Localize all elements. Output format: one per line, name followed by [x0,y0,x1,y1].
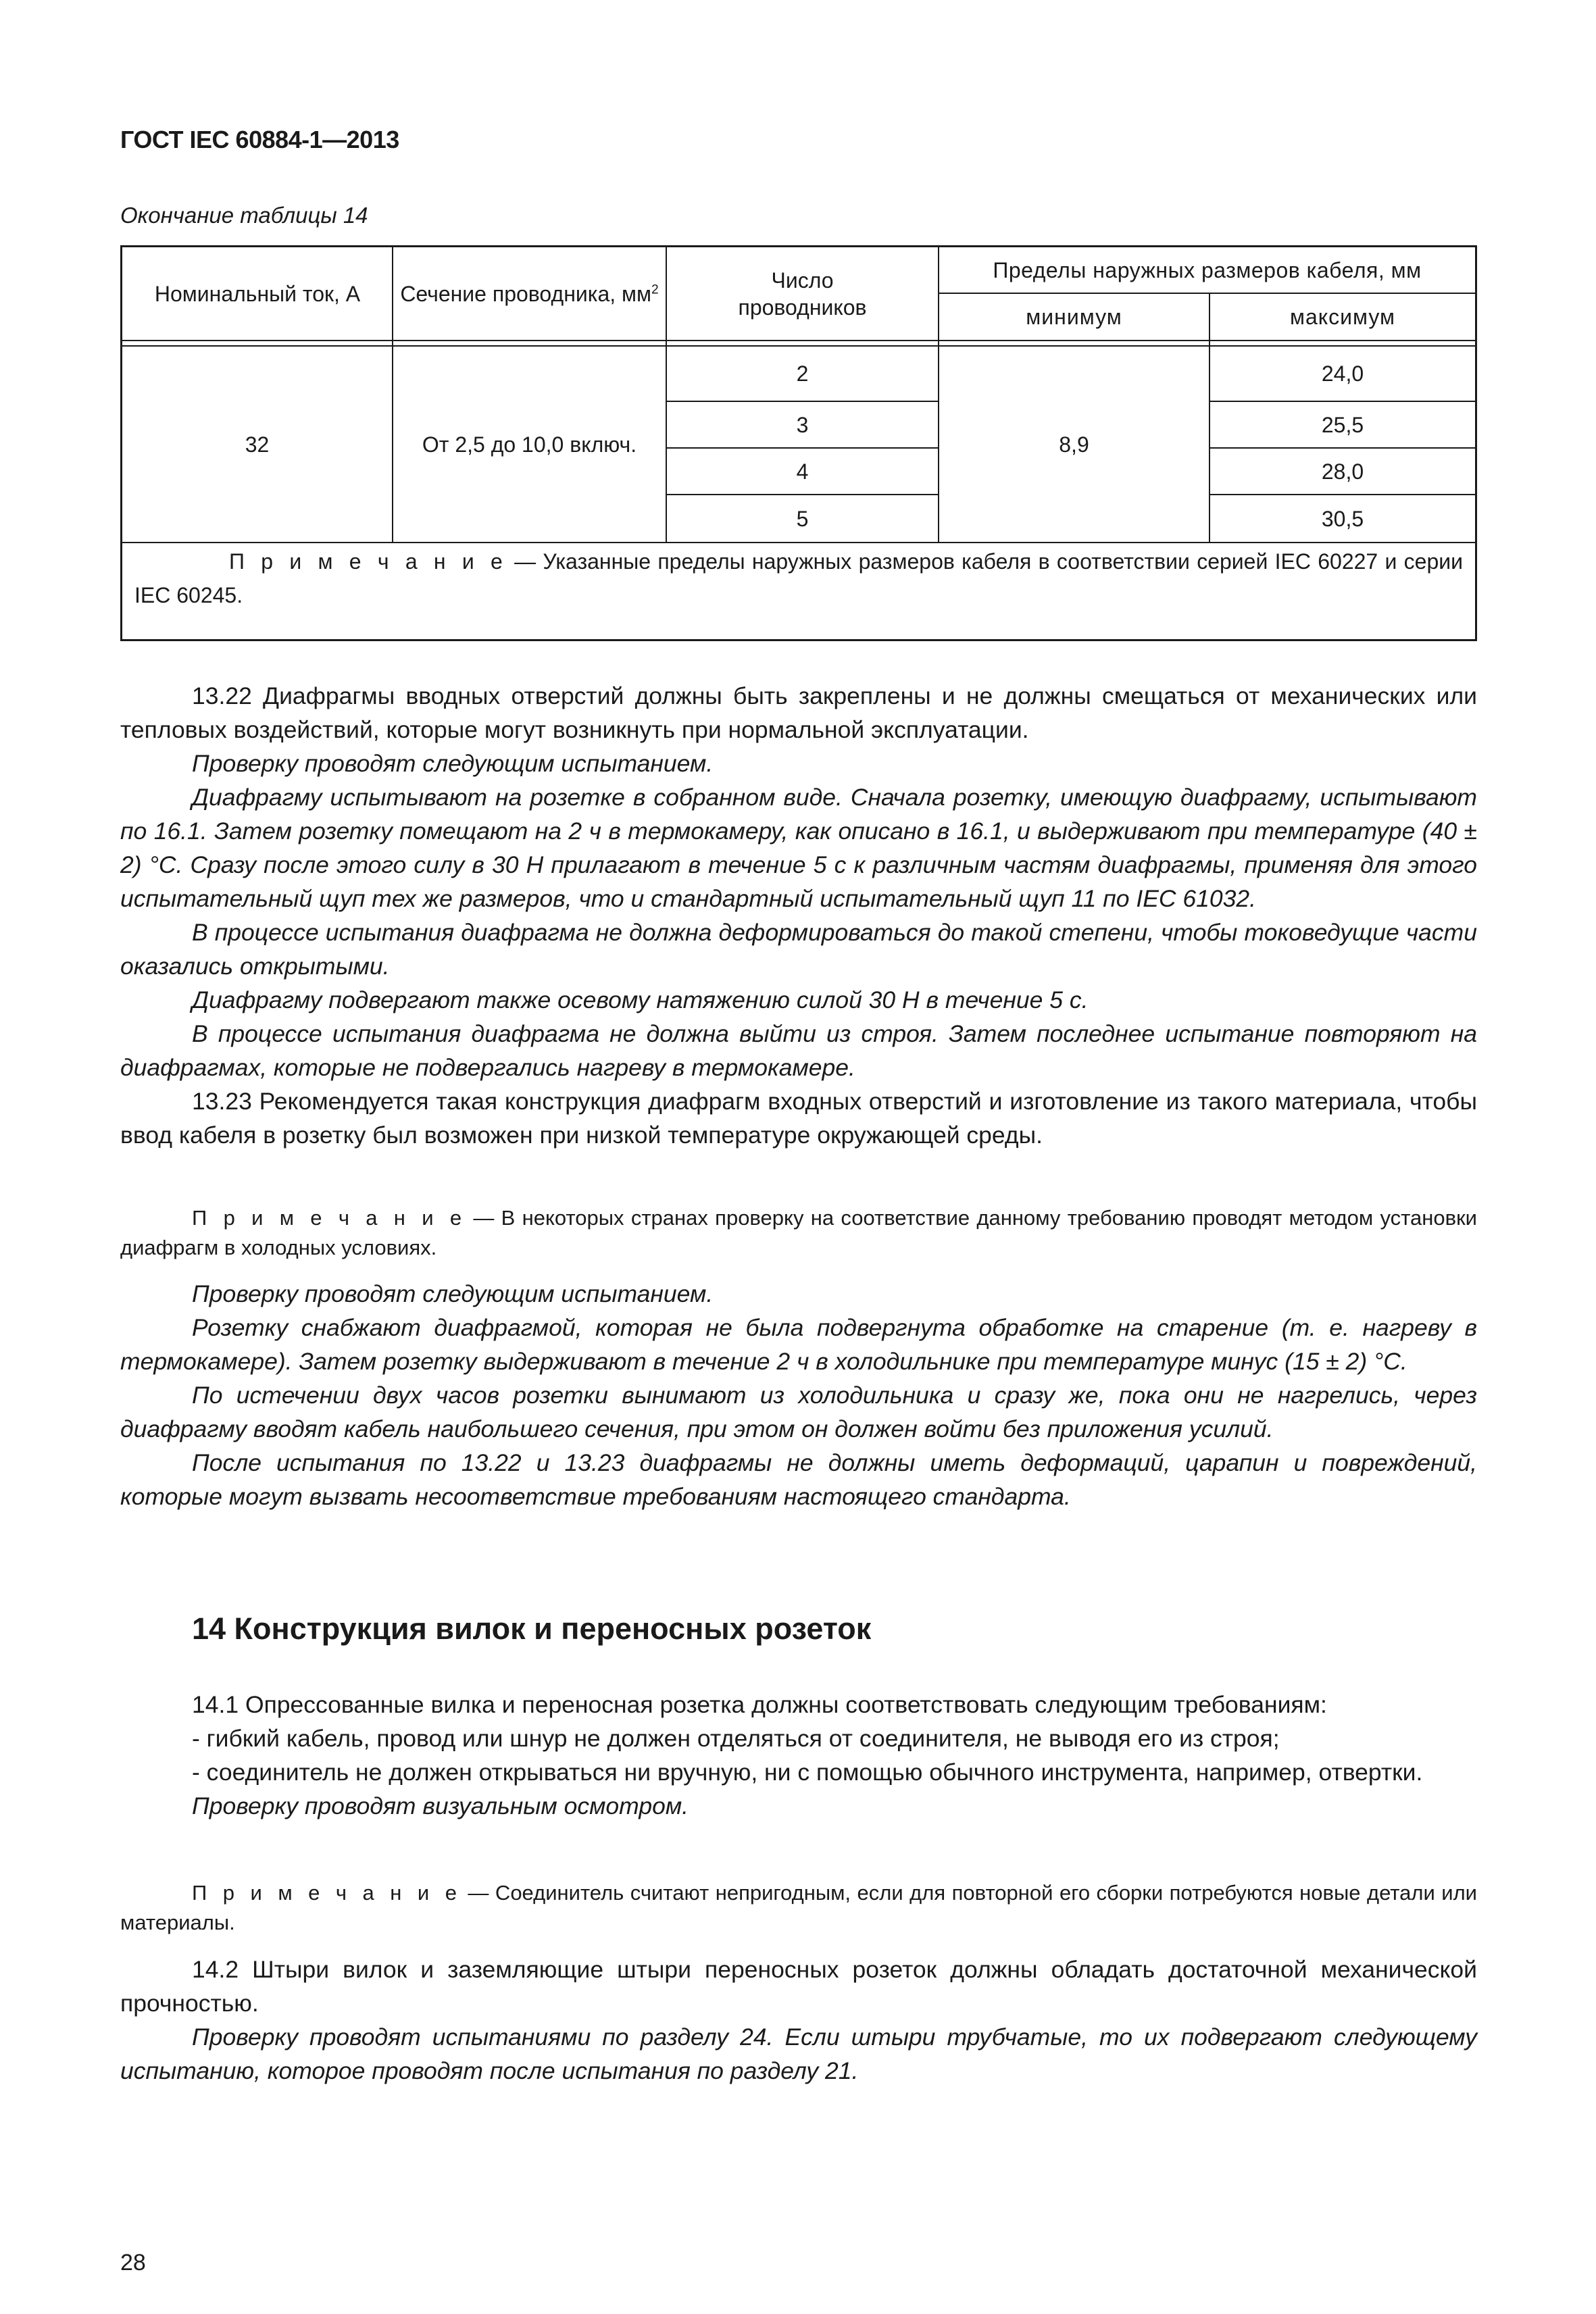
note-2-label: П р и м е ч а н и е [192,1881,462,1905]
header-section-label: Сечение проводника, мм [400,281,652,306]
header-max: максимум [1289,305,1396,329]
cell-count: 3 [796,412,809,437]
cell-count: 5 [796,506,809,531]
paragraph: В процессе испытания диафрагма не должна выйти из строя. Затем последнее испытание повторяют на диафрагмах, которые не подвергались нагреву в термокамере. [120,1020,1477,1081]
paragraph: Проверку проводят следующим испытанием. [192,1280,714,1307]
paragraph: По истечении двух часов розетки вынимают из холодильника и сразу же, пока они не нагрелись, через диафрагму вводят кабель наибольшего сечения, при этом он должен войти без приложения усилий. [120,1382,1477,1442]
note-1-label: П р и м е ч а н и е [192,1206,467,1230]
table-note-text: — Указанные пределы наружных размеров кабеля в соответствии серией IEC 60227 и серии IEC 60245. [134,549,1464,607]
paragraph: - соединитель не должен открываться ни вручную, ни с помощью обычного инструмента, например, отвертки. [192,1759,1423,1786]
cell-max: 28,0 [1321,459,1364,484]
note-1 [120,1203,1477,1263]
table-note [134,545,1463,612]
cell-count: 4 [796,459,809,484]
cable-size-table [120,245,1477,641]
paragraph: 13.22 Диафрагмы вводных отверстий должны быть закреплены и не должны смещаться от механических или тепловых воздействий, которые могут возникнуть при нормальной эксплуатации. [120,682,1477,743]
paragraph: В процессе испытания диафрагма не должна деформироваться до такой степени, чтобы токоведущие части оказались открытыми. [120,919,1477,980]
header-section-sup: 2 [651,282,659,297]
paragraph: После испытания по 13.22 и 13.23 диафрагмы не должны иметь деформаций, царапин и повреждений, которые могут вызвать несоответствие требованиям настоящего стандарта. [120,1449,1477,1510]
table-caption: Окончание таблицы 14 [120,203,368,228]
document-header: ГОСТ IEC 60884-1—2013 [120,126,399,153]
cell-count: 2 [796,361,809,386]
note-2 [120,1878,1477,1938]
body-block-4 [120,1953,1477,2088]
paragraph: Диафрагму подвергают также осевому натяжению силой 30 Н в течение 5 с. [192,986,1089,1013]
header-section [393,247,666,340]
section-title: 14 Конструкция вилок и переносных розеток [192,1611,872,1646]
cell-section: От 2,5 до 10,0 включ. [422,432,637,457]
table-note-label: П р и м е ч а н и е [229,549,507,574]
header-current: Номинальный ток, А [154,281,361,306]
body-block-2 [120,1277,1477,1513]
note-1-text: — В некоторых странах проверку на соответствие данному требованию проводят методом установки диафрагм в холодных условиях. [120,1206,1477,1259]
body-block-1 [120,679,1477,1152]
header-limits: Пределы наружных размеров кабеля, мм [993,257,1422,282]
paragraph: Проверку проводят испытаниями по разделу 24. Если штыри трубчатые, то их подвергают следующему испытанию, которое проводят после испытания по разделу 21. [120,2023,1477,2084]
header-count: Число проводников [738,268,867,320]
paragraph: 14.1 Опрессованные вилка и переносная розетка должны соответствовать следующим требованиям: [192,1691,1327,1718]
paragraph: Проверку проводят следующим испытанием. [192,750,714,777]
note-2-text: — Соединитель считают непригодным, если для повторной его сборки потребуются новые детали или материалы. [120,1881,1477,1934]
page-number: 28 [120,2250,146,2275]
paragraph: 13.23 Рекомендуется такая конструкция диафрагм входных отверстий и изготовление из такого материала, чтобы ввод кабеля в розетку был возможен при низкой температуре окружающей среды. [120,1088,1477,1149]
paragraph: Проверку проводят визуальным осмотром. [192,1792,689,1819]
paragraph: Розетку снабжают диафрагмой, которая не была подвергнута обработке на старение (т. е. нагреву в термокамере). Затем розетку выдерживают в течение 2 ч в холодильнике при температуре минус (15 ± 2) °С. [120,1314,1477,1375]
cell-current: 32 [245,432,270,457]
cell-min: 8,9 [1059,432,1089,457]
header-min: минимум [1026,305,1122,329]
paragraph: 14.2 Штыри вилок и заземляющие штыри переносных розеток должны обладать достаточной механической прочностью. [120,1956,1477,2017]
cell-max: 24,0 [1321,361,1364,386]
paragraph: - гибкий кабель, провод или шнур не должен отделяться от соединителя, не выводя его из строя; [192,1725,1280,1752]
cell-max: 25,5 [1321,412,1364,437]
cell-max: 30,5 [1321,506,1364,531]
paragraph: Диафрагму испытывают на розетке в собранном виде. Сначала розетку, имеющую диафрагму, испытывают по 16.1. Затем розетку помещают на 2 ч в термокамеру, как описано в 16.1, и выдерживают при температуре (40 ± 2) °С. Сразу после этого силу в 30 Н прилагают в течение 5 с к различным частям диафрагмы, применяя для этого испытательный щуп тех же размеров, что и стандартный испытательный щуп 11 по IEC 61032. [120,784,1477,912]
body-block-3 [120,1688,1477,1823]
